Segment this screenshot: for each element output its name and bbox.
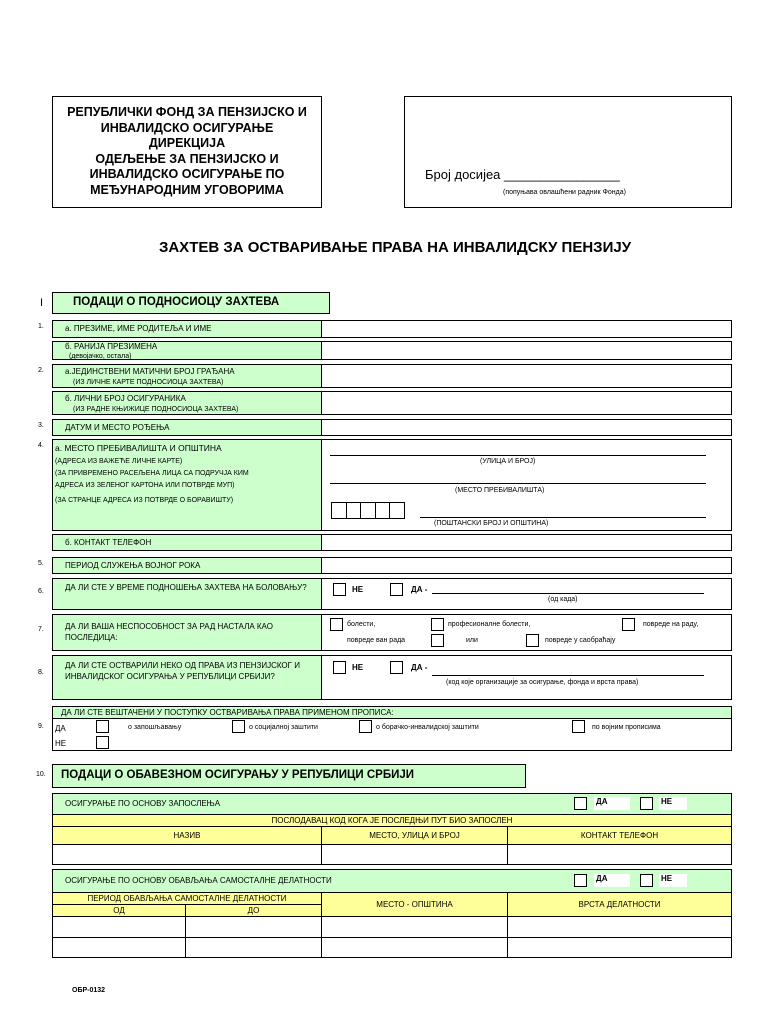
rights-obtained-label: ДА ЛИ СТЕ ОСТВАРИЛИ НЕКО ОД ПРАВА ИЗ ПЕНЗИЈСКОГ И ИНВАЛИДСКОГ ОСИГУРАЊА У РЕПУБЛИЦИ СРБИЈИ? <box>52 655 322 700</box>
institution-name <box>53 105 321 198</box>
cause-occupational-checkbox[interactable] <box>431 618 444 631</box>
expertise-military-label: по војним прописима <box>592 724 661 731</box>
residence-label: а. МЕСТО ПРЕБИВАЛИШТА И ОПШТИНА (АДРЕСА ИЗ ВАЖЕЋЕ ЛИЧНЕ КАРТЕ) (ЗА ПРИВРЕМЕНО РАСЕЉЕНА ЛИЦА СА ПОДРУЧЈА КИМ АДРЕСА ИЗ ЗЕЛЕНОГ КАРТОНА ИЛИ ПОТВРДЕ МУП) (ЗА СТРАНЦЕ АДРЕСА ИЗ ПОТВРДЕ О БОРАВИШТУ) <box>52 439 322 531</box>
street-caption: (УЛИЦА И БРОЈ) <box>480 458 536 465</box>
municipality-field[interactable] <box>420 514 706 518</box>
row-num-4: 4. <box>38 442 44 449</box>
rights-yes-checkbox[interactable] <box>390 661 403 674</box>
street-field[interactable] <box>330 452 706 456</box>
self-employment-no-checkbox[interactable] <box>640 874 653 887</box>
birth-label: ДАТУМ И МЕСТО РОЂЕЊА <box>52 419 322 436</box>
jmbg-field[interactable] <box>321 364 732 388</box>
employer-phone-field[interactable] <box>507 844 732 865</box>
insured-number-label: б. ЛИЧНИ БРОЈ ОСИГУРАНИКА (ИЗ РАДНЕ КЊИЖИЦЕ ПОДНОСИОЦА ЗАХТЕВА) <box>52 391 322 415</box>
col-place: МЕСТО, УЛИЦА И БРОЈ <box>321 826 508 845</box>
institution-line: МЕЂУНАРОДНИМ УГОВОРИМА <box>90 182 284 197</box>
expertise-veteran-checkbox[interactable] <box>359 720 372 733</box>
row-num-8: 8. <box>38 669 44 676</box>
sick-leave-yes-label: ДА - <box>411 585 428 594</box>
sick-leave-date-caption: (од када) <box>548 596 578 603</box>
institution-line: ОДЕЉЕЊЕ ЗА ПЕНЗИЈСКО И <box>95 151 279 166</box>
cause-illness-label: болести, <box>347 621 376 628</box>
row-num-7: 7. <box>38 626 44 633</box>
cause-occupational-label: професионалне болести, <box>448 621 531 628</box>
col-phone: КОНТАКТ ТЕЛЕФОН <box>507 826 732 845</box>
expertise-yes-label: ДА <box>55 724 66 733</box>
rights-obtained-answer <box>321 655 732 700</box>
rights-yes-label: ДА - <box>411 663 428 672</box>
birth-field[interactable] <box>321 419 732 436</box>
file-number-note: (попуњава овлашћени радник Фонда) <box>503 189 626 196</box>
col-name: НАЗИВ <box>52 826 322 845</box>
col-activity: ВРСТА ДЕЛАТНОСТИ <box>507 892 732 917</box>
cause-traffic-injury-label: повреде у саобраћају <box>545 637 616 644</box>
self-employment-label: ОСИГУРАЊЕ ПО ОСНОВУ ОБАВЉАЊА САМОСТАЛНЕ ДЕЛАТНОСТИ <box>52 869 732 893</box>
jmbg-label: а.ЈЕДИНСТВЕНИ МАТИЧНИ БРОЈ ГРАЂАНА (ИЗ ЛИЧНЕ КАРТЕ ПОДНОСИОЦА ЗАХТЕВА) <box>52 364 322 388</box>
cause-illness-checkbox[interactable] <box>330 618 343 631</box>
row-num-9: 9. <box>38 723 44 730</box>
rights-no-label: НЕ <box>352 663 364 672</box>
expertise-veteran-label: о борачко-инвалидској заштити <box>376 724 479 731</box>
military-label: ПЕРИОД СЛУЖЕЊА ВОЈНОГ РОКА <box>52 557 322 574</box>
sick-leave-answer <box>321 578 732 610</box>
sick-leave-date-field[interactable] <box>432 584 704 594</box>
sick-leave-no-checkbox[interactable] <box>333 583 346 596</box>
institution-line: РЕПУБЛИЧКИ ФОНД ЗА ПЕНЗИЈСКО И <box>67 105 307 119</box>
row-num-6: 6. <box>38 588 44 595</box>
row-num-2: 2. <box>38 367 44 374</box>
expertise-social-checkbox[interactable] <box>232 720 245 733</box>
employer-header: ПОСЛОДАВАЦ КОД КОГА ЈЕ ПОСЛЕДЊИ ПУТ БИО ЗАПОСЛЕН <box>52 814 732 827</box>
cause-traffic-injury-checkbox[interactable] <box>526 634 539 647</box>
period-header: ПЕРИОД ОБАВЉАЊА САМОСТАЛНЕ ДЕЛАТНОСТИ <box>52 892 322 905</box>
employment-yes-label: ДА <box>594 797 630 810</box>
previous-surnames-field[interactable] <box>321 341 732 360</box>
self-employment-yes-checkbox[interactable] <box>574 874 587 887</box>
place-caption: (МЕСТО ПРЕБИВАЛИШТА) <box>455 487 545 494</box>
activity-field-2[interactable] <box>507 937 732 958</box>
rights-no-checkbox[interactable] <box>333 661 346 674</box>
postal-code-boxes[interactable] <box>331 502 405 519</box>
period-from-field-2[interactable] <box>52 937 186 958</box>
expertise-answer <box>52 718 732 751</box>
cause-nonwork-injury-checkbox[interactable] <box>431 634 444 647</box>
institution-line: ИНВАЛИДСКО ОСИГУРАЊЕ ПО <box>89 167 285 181</box>
employer-name-field[interactable] <box>52 844 322 865</box>
rights-details-caption: (код које организације за осигурање, фонда и врста права) <box>446 679 639 686</box>
expertise-military-checkbox[interactable] <box>572 720 585 733</box>
surname-field[interactable] <box>321 320 732 338</box>
phone-label: б. КОНТАКТ ТЕЛЕФОН <box>52 534 322 551</box>
municipality-field-1[interactable] <box>321 916 508 938</box>
expertise-no-label: НЕ <box>55 739 67 748</box>
row-num-10: 10. <box>36 771 46 778</box>
cause-nonwork-injury-label: повреде ван рада <box>347 637 406 644</box>
employment-no-label: НЕ <box>659 797 687 810</box>
row-num-3: 3. <box>38 422 44 429</box>
insurance-section-title: ПОДАЦИ О ОБАВЕЗНОМ ОСИГУРАЊУ У РЕПУБЛИЦИ СРБИЈИ <box>52 764 526 788</box>
row-num-5: 5. <box>38 560 44 567</box>
municipality-field-2[interactable] <box>321 937 508 958</box>
previous-surnames-label: б. РАНИЈА ПРЕЗИМЕНА (девојачко, остала) <box>52 341 322 360</box>
employment-insurance-label: ОСИГУРАЊЕ ПО ОСНОВУ ЗАПОСЛЕЊА <box>52 793 732 815</box>
expertise-label: ДА ЛИ СТЕ ВЕШТАЧЕНИ У ПОСТУПКУ ОСТВАРИВАЊА ПРАВА ПРИМЕНОМ ПРОПИСА: <box>52 706 732 719</box>
cause-work-injury-label: повреде на раду, <box>643 621 699 628</box>
sick-leave-yes-checkbox[interactable] <box>390 583 403 596</box>
institution-box <box>52 96 322 208</box>
phone-field[interactable] <box>321 534 732 551</box>
cause-or-label: или <box>466 637 478 644</box>
row-num-1: 1. <box>38 323 44 330</box>
employment-yes-checkbox[interactable] <box>574 797 587 810</box>
page-title: ЗАХТЕВ ЗА ОСТВАРИВАЊЕ ПРАВА НА ИНВАЛИДСКУ ПЕНЗИЈУ <box>158 239 632 256</box>
postal-caption: (ПОШТАНСКИ БРОЈ И ОПШТИНА) <box>434 520 549 527</box>
self-employment-no-label: НЕ <box>659 874 687 887</box>
expertise-no-checkbox[interactable] <box>96 736 109 749</box>
section-roman: I <box>40 297 44 309</box>
file-number-label[interactable]: Број досијеа ________________ <box>425 167 620 182</box>
file-number-box <box>404 96 732 208</box>
col-municipality: МЕСТО - ОПШТИНА <box>321 892 508 917</box>
expertise-employment-label: о запошљавању <box>128 724 182 731</box>
institution-line: ДИРЕКЦИЈА <box>148 136 226 150</box>
sick-leave-no-label: НЕ <box>352 585 364 594</box>
period-from: ОД <box>52 904 186 917</box>
place-field[interactable] <box>330 480 706 484</box>
period-from-field-1[interactable] <box>52 916 186 938</box>
period-to: ДО <box>185 904 322 917</box>
military-field[interactable] <box>321 557 732 574</box>
self-employment-yes-label: ДА <box>594 874 630 887</box>
employer-place-field[interactable] <box>321 844 508 865</box>
period-to-field-1[interactable] <box>185 916 322 938</box>
employment-no-checkbox[interactable] <box>640 797 653 810</box>
section-title-text: ПОДАЦИ О ПОДНОСИОЦУ ЗАХТЕВА <box>73 296 280 308</box>
activity-field-1[interactable] <box>507 916 732 938</box>
section-title <box>52 292 330 314</box>
surname-label: а. ПРЕЗИМЕ, ИМЕ РОДИТЕЉА И ИМЕ <box>52 320 322 338</box>
expertise-social-label: о социјалној заштити <box>249 724 318 731</box>
expertise-yes-checkbox[interactable] <box>96 720 109 733</box>
cause-work-injury-checkbox[interactable] <box>622 618 635 631</box>
institution-line: ИНВАЛИДСКО ОСИГУРАЊЕ <box>100 120 274 135</box>
insured-number-field[interactable] <box>321 391 732 415</box>
disability-cause-label: ДА ЛИ ВАША НЕСПОСОБНОСТ ЗА РАД НАСТАЛА КАО ПОСЛЕДИЦА: <box>52 614 322 651</box>
form-code: ОБР-0132 <box>72 987 106 994</box>
rights-details-field[interactable] <box>432 666 704 676</box>
sick-leave-label: ДА ЛИ СТЕ У ВРЕМЕ ПОДНОШЕЊА ЗАХТЕВА НА БОЛОВАЊУ? <box>52 578 322 610</box>
period-to-field-2[interactable] <box>185 937 322 958</box>
